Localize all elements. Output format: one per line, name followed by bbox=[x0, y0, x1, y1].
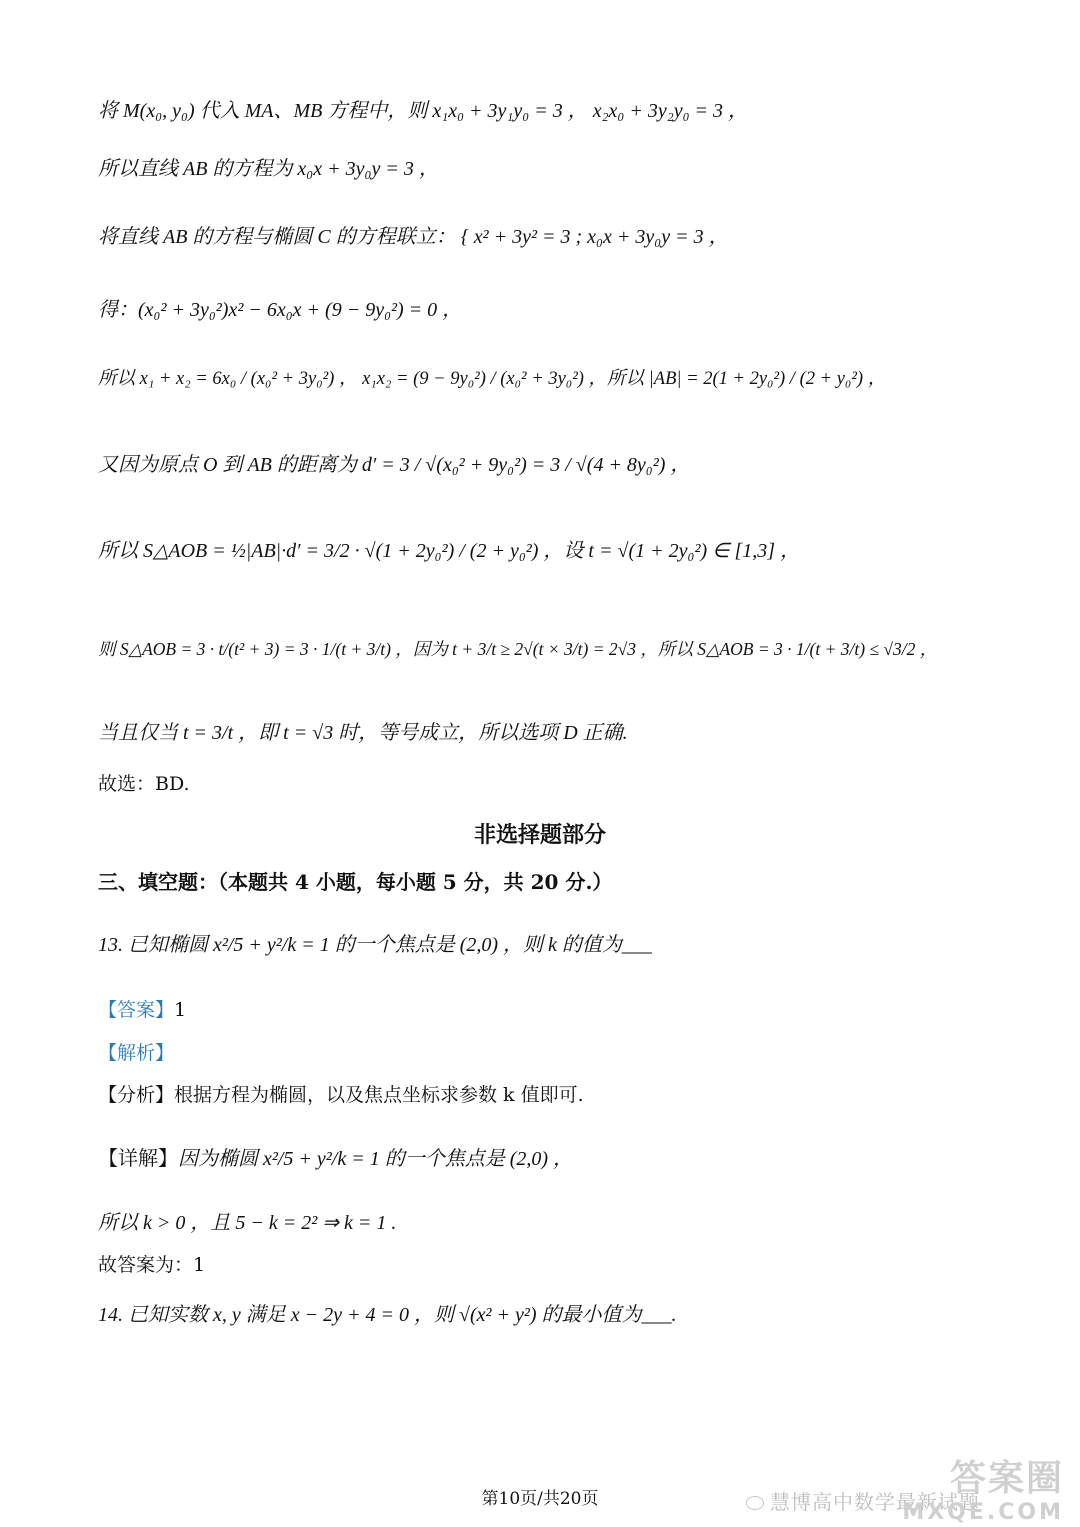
solution-conclusion: 故选：BD. bbox=[98, 773, 190, 795]
analysis-row bbox=[98, 1082, 584, 1108]
analysis-tag: 【解析】 bbox=[98, 1042, 175, 1064]
page-footer: 第10页/共20页 bbox=[481, 1489, 599, 1509]
part-title: 三、填空题：（本题共 4 小题，每小题 5 分，共 20 分.） bbox=[98, 870, 613, 894]
watermark-logo: 答案圈 bbox=[949, 1458, 1064, 1499]
analysis-text: 根据方程为椭圆，以及焦点坐标求参数 k 值即可. bbox=[174, 1084, 584, 1106]
answer-tag: 【答案】 bbox=[98, 999, 175, 1021]
solution-line-8: 则 S△AOB = 3 · t/(t² + 3) = 3 · 1/(t + 3/t) ，因为 t + 3/t ≥ 2√(t × 3/t) = 2√3 ，所以 S△AOB = 3 · 1/(t + 3/t) ≤ √3/2 ， bbox=[98, 639, 938, 659]
detail-label: 【详解】 bbox=[98, 1148, 178, 1170]
detail-text: 因为椭圆 x²/5 + y²/k = 1 的一个焦点是 (2,0) ， bbox=[178, 1148, 574, 1170]
analysis-label: 【分析】 bbox=[98, 1084, 175, 1106]
solution-line-7: 所以 S△AOB = ½|AB|·d′ = 3/2 · √(1 + 2y₀²) / (2 + y₀²) ，设 t = √(1 + 2y₀²) ∈ [1,3] ， bbox=[98, 540, 801, 562]
watermark-site: MXQE.COM bbox=[902, 1500, 1064, 1525]
answer-row bbox=[98, 997, 186, 1023]
solution-line-5: 所以 x₁ + x₂ = 6x₀ / (x₀² + 3y₀²) ， x₁x₂ = (9 − 9y₀²) / (x₀² + 3y₀²) ，所以 |AB| = 2(1 + 2y₀²) / (2 + y₀²) ， bbox=[98, 369, 887, 389]
solution-line-1: 将 M(x₀, y₀) 代入 MA、MB 方程中，则 x₁x₀ + 3y₁y₀ = 3 ， x₂x₀ + 3y₂y₀ = 3 ， bbox=[98, 100, 749, 122]
step-line: 所以 k > 0 ，且 5 − k = 2² ⇒ k = 1 . bbox=[98, 1212, 397, 1234]
solution-line-2: 所以直线 AB 的方程为 x₀x + 3y₀y = 3 ， bbox=[98, 158, 439, 180]
wechat-icon bbox=[746, 1496, 764, 1510]
final-answer-line: 故答案为：1 bbox=[98, 1254, 206, 1276]
answer-value: 1 bbox=[174, 999, 187, 1021]
solution-line-3: 将直线 AB 的方程与椭圆 C 的方程联立： { x² + 3y² = 3 ; x₀x + 3y₀y = 3 ， bbox=[98, 226, 729, 248]
watermark bbox=[730, 1458, 1070, 1525]
question-13-stem: 13. 已知椭圆 x²/5 + y²/k = 1 的一个焦点是 (2,0) ，则 k 的值为___ bbox=[98, 934, 652, 956]
solution-line-9: 当且仅当 t = 3/t ，即 t = √3 时，等号成立，所以选项 D 正确. bbox=[98, 722, 628, 744]
section-title: 非选择题部分 bbox=[473, 822, 606, 848]
detail-row bbox=[98, 1146, 573, 1172]
watermark-account: 慧博高中数学最新试题 bbox=[770, 1490, 980, 1514]
question-14-stem: 14. 已知实数 x, y 满足 x − 2y + 4 = 0 ，则 √(x² + y²) 的最小值为___. bbox=[98, 1304, 677, 1326]
solution-line-6: 又因为原点 O 到 AB 的距离为 d′ = 3 / √(x₀² + 9y₀²) = 3 / √(4 + 8y₀²) ， bbox=[98, 454, 691, 476]
solution-line-4: 得：(x₀² + 3y₀²)x² − 6x₀x + (9 − 9y₀²) = 0 ， bbox=[98, 299, 463, 321]
